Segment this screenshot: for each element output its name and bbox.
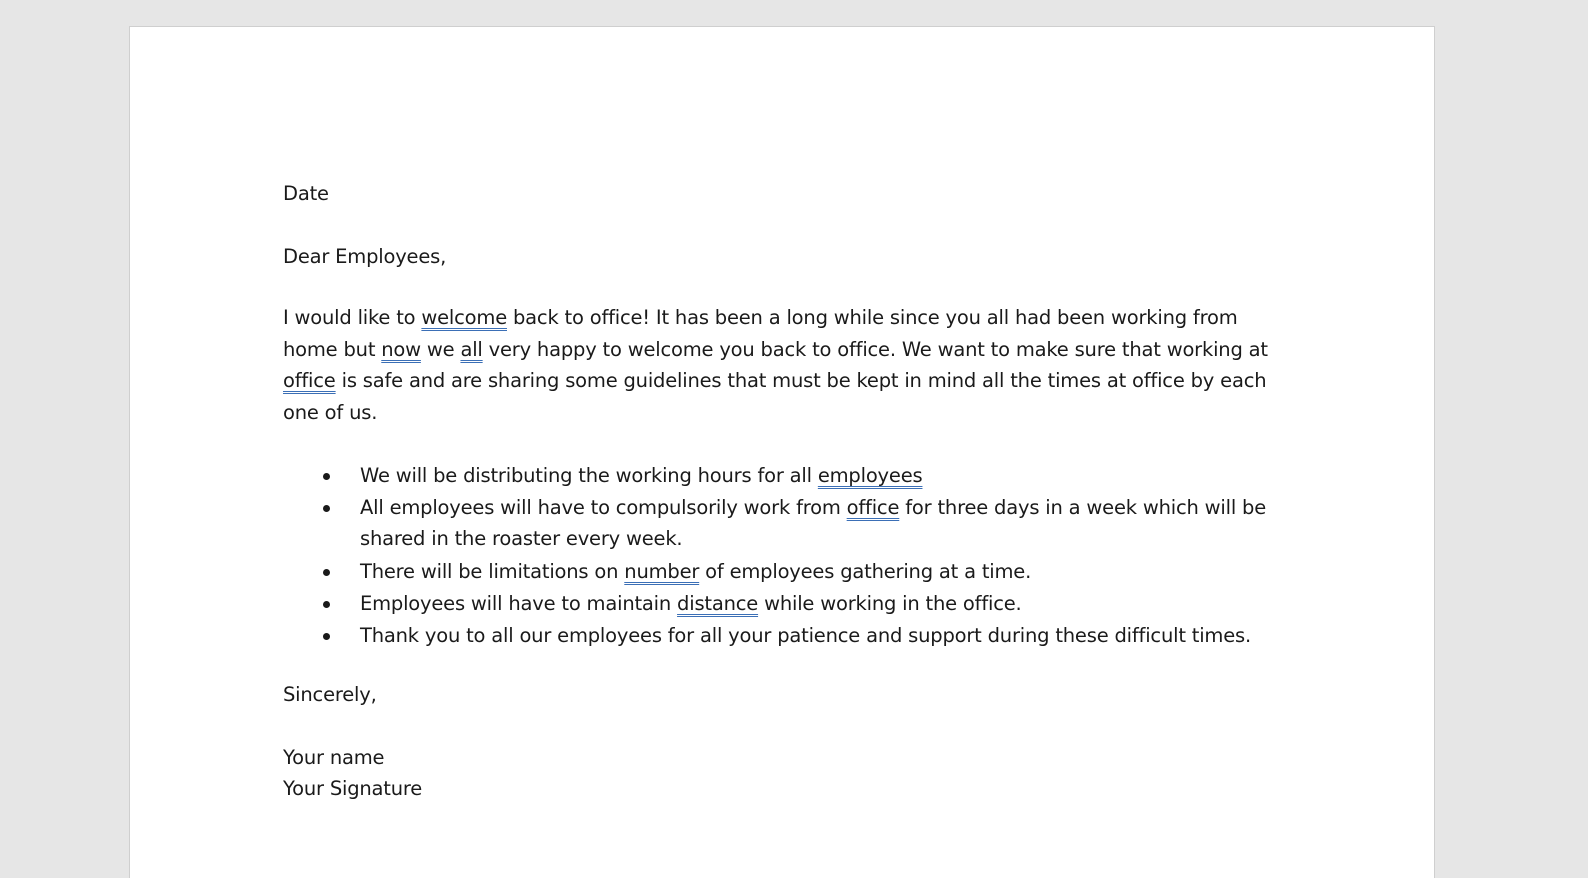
list-item-text <box>360 460 922 491</box>
intro-text: is safe and are sharing some guidelines that must be kept in mind all the times at office by each <box>335 369 1267 392</box>
bullet-icon <box>323 505 330 512</box>
intro-text: very happy to welcome you back to office. We want to make sure that working at <box>482 337 1268 361</box>
list-item-text: Thank you to all our employees for all your patience and support during these difficult times. <box>360 624 1251 647</box>
grammar-flag-number[interactable]: number <box>624 560 700 583</box>
list-text: We will be distributing the working hours for all <box>360 464 818 487</box>
closing: Sincerely, <box>283 683 377 706</box>
document-page[interactable] <box>129 26 1435 878</box>
list-text: while working in the office. <box>758 592 1022 615</box>
bullet-icon <box>323 601 330 608</box>
list-text: There will be limitations on <box>360 560 625 583</box>
intro-text: we <box>420 337 461 361</box>
list-text: of employees gathering at a time. <box>699 560 1032 583</box>
list-text: for three days in a week which will be <box>899 496 1267 519</box>
intro-text: back to office! It has been a long while since you all had been working from <box>507 306 1238 329</box>
intro-line-1 <box>283 302 1268 334</box>
list-item-text <box>360 492 1266 523</box>
intro-line-4: one of us. <box>283 400 378 424</box>
grammar-flag-now[interactable]: now <box>381 337 421 361</box>
grammar-flag-office[interactable]: office <box>846 496 900 519</box>
bullet-icon <box>323 569 330 576</box>
intro-paragraph <box>283 302 1268 428</box>
sender-name: Your name <box>283 746 385 769</box>
grammar-flag-all[interactable]: all <box>460 337 483 361</box>
intro-line-3 <box>283 365 1268 397</box>
grammar-flag-employees[interactable]: employees <box>817 464 923 487</box>
list-item-text <box>360 556 1031 587</box>
list-item-text-continued: shared in the roaster every week. <box>360 527 683 550</box>
salutation: Dear Employees, <box>283 245 447 268</box>
grammar-flag-office[interactable]: office <box>283 369 336 392</box>
sender-signature: Your Signature <box>283 777 423 800</box>
list-item-text <box>360 588 1022 619</box>
date-line: Date <box>283 182 329 205</box>
list-text: All employees will have to compulsorily work from <box>360 496 847 519</box>
intro-text: home but <box>283 337 382 361</box>
grammar-flag-distance[interactable]: distance <box>677 592 759 615</box>
bullet-icon <box>323 473 330 480</box>
grammar-flag-welcome[interactable]: welcome <box>421 306 507 329</box>
bullet-icon <box>323 633 330 640</box>
list-text: Employees will have to maintain <box>360 592 678 615</box>
intro-text: I would like to <box>283 306 422 329</box>
intro-line-2 <box>283 334 1268 366</box>
